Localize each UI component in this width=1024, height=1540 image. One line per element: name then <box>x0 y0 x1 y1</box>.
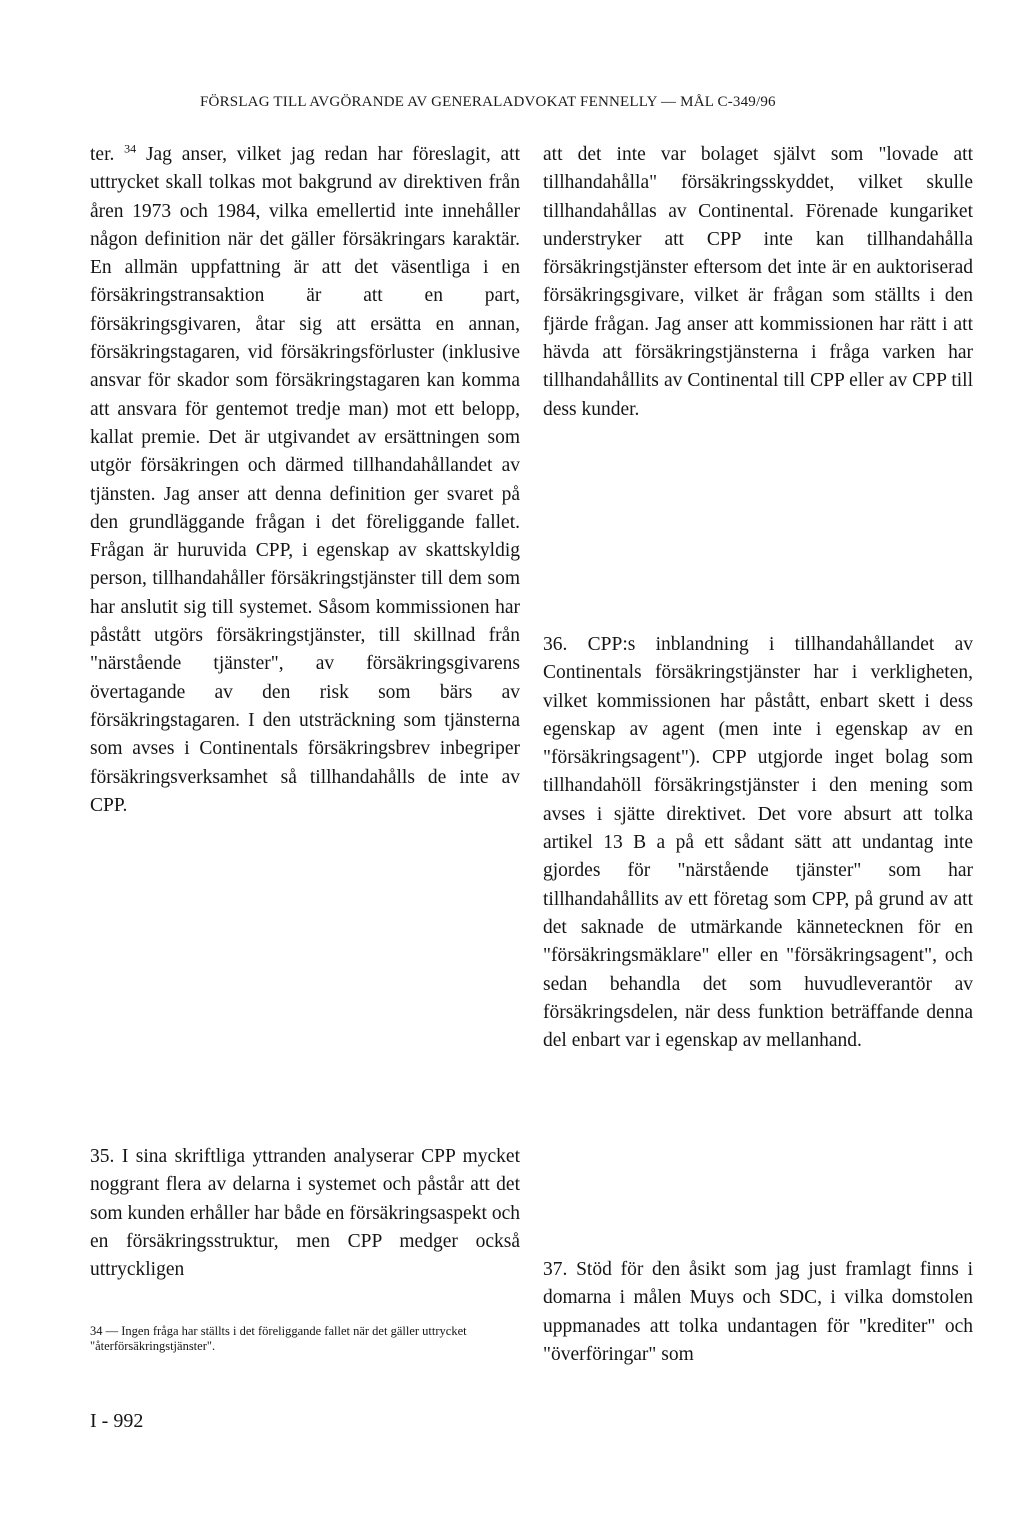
left-column-paragraph-35 <box>90 1143 520 1284</box>
running-header: FÖRSLAG TILL AVGÖRANDE AV GENERALADVOKAT FENNELLY — MÅL C-349/96 <box>200 94 776 110</box>
continuation-start: ter. <box>90 144 115 165</box>
page-number: I - 992 <box>90 1410 144 1432</box>
right-column-paragraph-37 <box>543 1256 973 1369</box>
right-column-paragraph-36 <box>543 631 973 1055</box>
paragraph-34-end: att det inte var bolaget självt som "lovade att tillhandahålla" försäkringsskyddet, vilket skulle tillhandahållas av Continental. Förenade kungariket understryker att CPP inte kan tillhandahålla försäkringstjänster eftersom det inte är en auktoriserad försäkringsgivare, vilket är frågan som ställts i den fjärde frågan. Jag anser att kommissionen har rätt i att hävda att försäkringstjänsterna i fråga varken har tillhandahållits av Continental till CPP eller av CPP till dess kunder. <box>543 144 973 420</box>
right-column-continuation <box>543 141 973 424</box>
left-column-continuation <box>90 141 520 820</box>
paragraph-37: 37. Stöd för den åsikt som jag just framlagt finns i domarna i målen Muys och SDC, i vilka domstolen uppmanades att tolka undantagen för "krediter" och "överföringar" som <box>543 1259 973 1365</box>
footnote-34: 34 — Ingen fråga har ställts i det föreliggande fallet när det gäller uttrycket "återförsäkringstjänster". <box>90 1324 467 1353</box>
paragraph-34-continuation <box>90 141 520 820</box>
footnote-reference[interactable]: 34 <box>124 141 137 156</box>
continuation-body: Jag anser, vilket jag redan har föreslagit, att uttrycket skall tolkas mot bakgrund av direktiven från åren 1973 och 1984, vilka emellertid inte innehåller någon definition när det gäller försäkringars karaktär. En allmän uppfattning är att det väsentliga i en försäkringstransaktion är att en part, försäkringsgivaren, åtar sig att ersätta en annan, försäkringstagaren, vid försäkringsförluster (inklusive ansvar för skador som försäkringstagaren kan komma att ansvara för gentemot tredje man) mot ett belopp, kallat premie. Det är utgivandet av ersättningen som utgör försäkringen och därmed tillhandahållandet av tjänsten. Jag anser att denna definition ger svaret på den grundläggande frågan i det föreliggande fallet. Frågan är huruvida CPP, i egenskap av skattskyldig person, tillhandahåller försäkringstjänster till dem som har anslutit sig till systemet. Såsom kommissionen har påstått utgörs försäkringstjänster, till skillnad från "närstående tjänster", av försäkringsgivarens övertagande av den risk som bärs av försäkringstagaren. I den utsträckning som tjänsterna som avses i Continentals försäkringsbrev inbegriper försäkringsverksamhet så tillhandahålls de inte av CPP. <box>90 144 521 816</box>
paragraph-35: 35. I sina skriftliga yttranden analyserar CPP mycket noggrant flera av delarna i systemet och påstår att det som kunden erhåller har både en försäkringsaspekt och en försäkringsstruktur, men CPP medger också uttryckligen <box>90 1146 520 1281</box>
paragraph-36: 36. CPP:s inblandning i tillhandahållandet av Continentals försäkringstjänster har i verkligheten, vilket kommissionen har påstått, enbart skett i dess egenskap av agent (men inte i egenskap av en "försäkringsagent"). CPP utgjorde inget bolag som tillhandahöll försäkringstjänster i den mening som avses i sjätte direktivet. Det vore absurt att tolka artikel 13 B a på ett sådant sätt att undantag inte gjordes för "närstående tjänster" som har tillhandahållits av ett företag som CPP, på grund av att det saknade de utmärkande kännetecknen för en "försäkringsmäklare" eller en "försäkringsagent", och sedan behandla det som huvudleverantör av försäkringsdelen, när dess funktion beträffande denna del enbart var i egenskap av mellanhand. <box>543 634 973 1052</box>
